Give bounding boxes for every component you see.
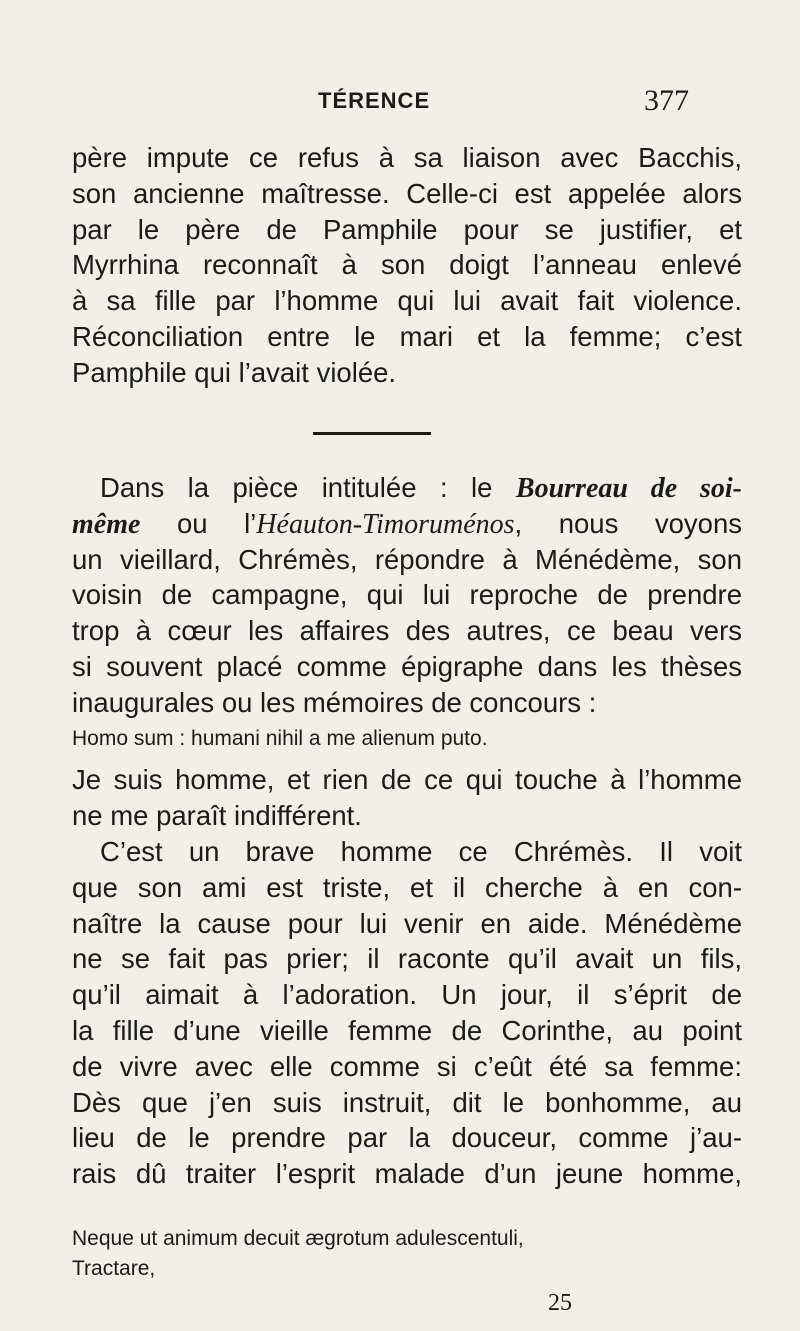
text-line: rais dû traiter l’esprit malade d’un jeune homme, (72, 1158, 742, 1190)
page-number: 377 (644, 84, 689, 117)
latin-quote (72, 724, 742, 754)
text-line: ne se fait pas prier; il raconte qu’il avait un fils, (72, 943, 742, 975)
paragraph-3 (72, 762, 742, 834)
text-line: qu’il aimait à l’adoration. Un jour, il s’éprit de (72, 979, 742, 1011)
text-run: , nous voyons (514, 507, 742, 539)
quote-line: Tractare, (72, 1257, 156, 1280)
signature-mark: 25 (548, 1290, 572, 1316)
paragraph-1 (72, 140, 742, 391)
text-line: naître la cause pour lui venir en aide. Ménédème (72, 907, 742, 939)
text-line: Myrrhina reconnaît à son doigt l’anneau enlevé (72, 249, 742, 281)
text-run: Dans la pièce intitulée : le (100, 472, 516, 503)
latin-quote-2 (72, 1224, 742, 1284)
text-line: la fille d’une vieille femme de Corinthe, au point (72, 1014, 742, 1046)
text-line: un vieillard, Chrémès, répondre à Ménédème, son (72, 543, 742, 575)
running-title: TÉRENCE (318, 88, 431, 113)
text-line (72, 506, 742, 542)
paragraph-2 (72, 470, 742, 721)
text-line: si souvent placé comme épigraphe dans les thèses (72, 650, 742, 682)
section-separator (313, 432, 431, 435)
text-line: son ancienne maîtresse. Celle-ci est appelée alors (72, 177, 742, 209)
work-title-continued: même (72, 508, 141, 540)
greek-title: Héauton-Timoruménos (256, 508, 515, 540)
text-line: C’est un brave homme ce Chrémès. Il voit (100, 836, 742, 867)
text-line: de vivre avec elle comme si c’eût été sa femme: (72, 1050, 742, 1082)
text-line (72, 470, 742, 506)
text-line: voisin de campagne, qui lui reproche de prendre (72, 579, 742, 611)
text-line: à sa fille par l’homme qui lui avait fait violence. (72, 285, 742, 317)
text-run: ou l’ (140, 507, 257, 539)
page-header (0, 84, 800, 118)
paragraph-4 (72, 834, 742, 1192)
text-line: inaugurales ou les mémoires de concours : (72, 686, 597, 718)
text-line: trop à cœur les affaires des autres, ce beau vers (72, 615, 742, 647)
text-line: père impute ce refus à sa liaison avec Bacchis, (72, 142, 742, 173)
text-line: Je suis homme, et rien de ce qui touche à l’homme (72, 764, 742, 795)
text-line: Réconciliation entre le mari et la femme; c’est (72, 320, 742, 352)
work-title: Bourreau de soi- (515, 473, 742, 504)
text-line: ne me paraît indifférent. (72, 799, 362, 831)
text-line: Dès que j’en suis instruit, dit le bonhomme, au (72, 1086, 742, 1118)
text-line: lieu de le prendre par la douceur, comme j’au- (72, 1122, 742, 1154)
text-line: Pamphile qui l’avait violée. (72, 356, 397, 388)
quote-line: Neque ut animum decuit ægrotum adulescentuli, (72, 1227, 524, 1250)
text-line: par le père de Pamphile pour se justifier, et (72, 213, 742, 245)
text-line: que son ami est triste, et il cherche à en con- (72, 871, 742, 903)
quote-line: Homo sum : humani nihil a me alienum puto. (72, 727, 488, 750)
